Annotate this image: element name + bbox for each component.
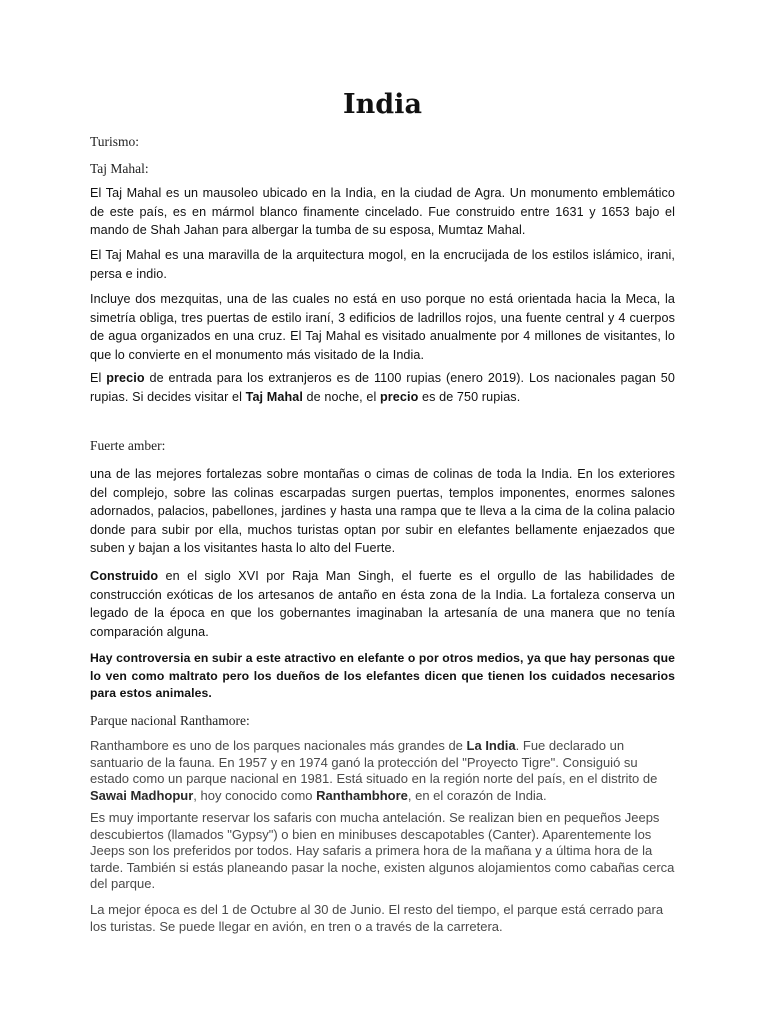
paragraph-taj-2: El Taj Mahal es una maravilla de la arquitectura mogol, en la encrucijada de los estilos islámico, irani, persa e indio. (90, 248, 675, 281)
paragraph-ranth-1: Ranthambore es uno de los parques nacionales más grandes de La India. Fue declarado un santuario de la fauna. En 1957 y en 1974 ganó la protección del "Proyecto Tigre". Consiguió su estado como un parque nacional en 1981. Está situado en la región norte del país, en el distrito de Sawai Madhopur, hoy conocido como Ranthambhore, en el corazón de India. (90, 738, 658, 803)
paragraph-amber-2: Construido en el siglo XVI por Raja Man Singh, el fuerte es el orgullo de las habilidades de construcción exóticas de los artesanos de antaño en ésta zona de la India. La fortaleza conserva un legado de la época en que los gobernantes imaginaban la artesanía de una manera que no tenía comparación alguna. (90, 569, 675, 639)
paragraph-ranth-3: La mejor época es del 1 de Octubre al 30 de Junio. El resto del tiempo, el parque está cerrado para los turistas. Se puede llegar en avión, en tren o a través de la carretera. (90, 902, 664, 934)
paragraph-ranth-2: Es muy importante reservar los safaris con mucha antelación. Se realizan bien en pequeños Jeeps descubiertos (llamados "Gypsy") o bien en minibuses descapotables (Canter). Aparentemente los Jeeps son los preferidos por todos. Hay safaris a primera hora de la mañana y a última hora de la tarde. También si estás planeando pasar la noche, existen algunos alojamientos como cabañas cerca del parque. (90, 810, 675, 891)
section-heading-taj-mahal: Taj Mahal: (90, 161, 149, 176)
page-title: India (343, 89, 422, 120)
paragraph-amber-3: Hay controversia en subir a este atractivo en elefante o por otros medios, ya que hay personas que lo ven como maltrato pero los dueños de los elefantes dicen que tienen los cuidados necesarios para estos animales. (90, 651, 675, 700)
paragraph-taj-price: El precio de entrada para los extranjeros es de 1100 rupias (enero 2019). Los nacionales pagan 50 rupias. Si decides visitar el Taj Mahal de noche, el precio es de 750 rupias. (90, 371, 675, 404)
document-page (90, 0, 675, 934)
section-heading-ranthamore: Parque nacional Ranthamore: (90, 713, 250, 728)
paragraph-amber-1: una de las mejores fortalezas sobre montañas o cimas de colinas de toda la India. En los exteriores del complejo, sobre las colinas escarpadas surgen puertas, templos imponentes, enormes salones adornados, palacios, pabellones, jardines y hasta una rampa que te lleva a la cima de la colina palacio donde para subir por ella, muchos turistas optan por subir en elefantes bellamente enjaezados que suben y bajan a los visitantes hasta lo alto del Fuerte. (90, 467, 675, 555)
section-heading-fuerte-amber: Fuerte amber: (90, 438, 166, 453)
paragraph-taj-3: Incluye dos mezquitas, una de las cuales no está en uso porque no está orientada hacia la Meca, la simetría obliga, tres puertas de estilo iraní, 3 edificios de ladrillos rojos, una fuente central y 4 cuerpos de agua organizados en una cruz. El Taj Mahal es visitado anualmente por 4 millones de visitantes, lo que lo convierte en el monumento más visitado de la India. (90, 292, 675, 362)
paragraph-taj-1: El Taj Mahal es un mausoleo ubicado en la India, en la ciudad de Agra. Un monumento emblemático de este país, es en mármol blanco finamente cincelado. Fue construido entre 1631 y 1653 bajo el mando de Shah Jahan para albergar la tumba de su esposa, Mumtaz Mahal. (90, 186, 675, 237)
section-heading-turismo: Turismo: (90, 134, 140, 149)
